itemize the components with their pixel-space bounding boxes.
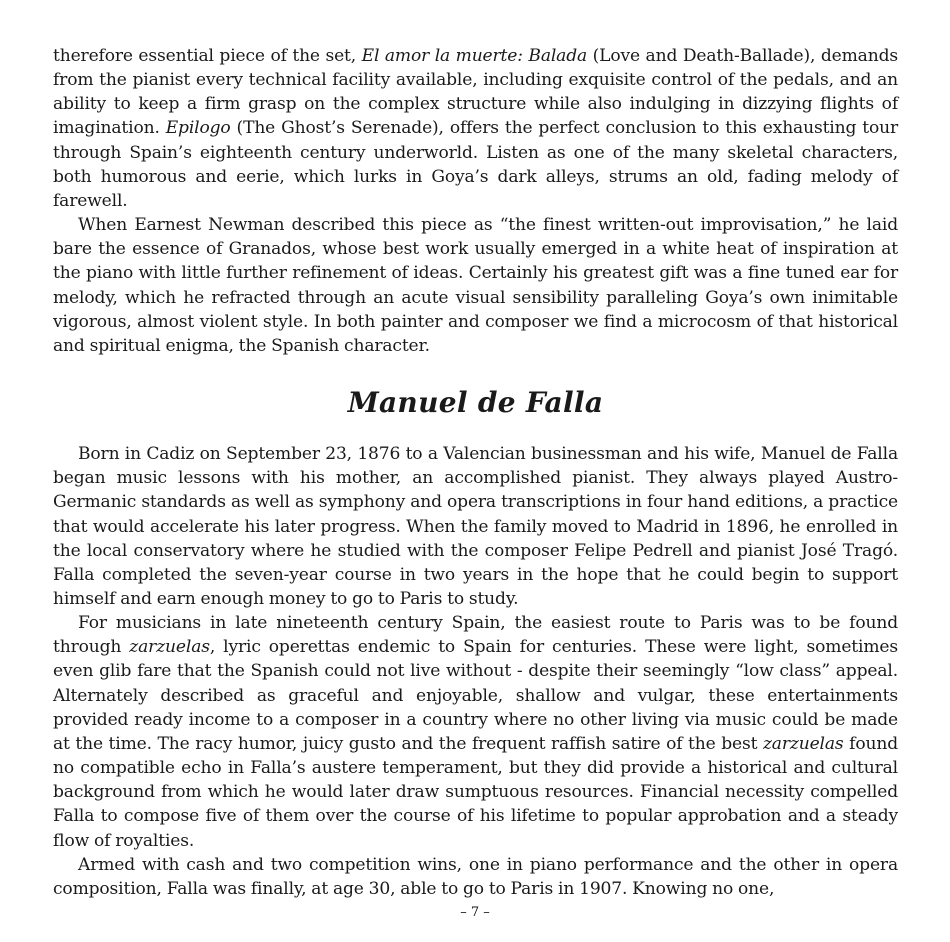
paragraph-balada: therefore essential piece of the set, El amor la muerte: Balada (Love and Death-Ballade), demands from the pianist every technical facility available, including exquisite control of the pedals, and an ability to keep a firm grasp on the complex structure while also indulging in dizzying flights of imagination. Epilogo (The Ghost’s Serenade), offers the perfect conclusion to this exhausting tour through Spain’s eighteenth century underworld. Listen as one of the many skeletal characters, both humorous and eerie, which lurks in Goya’s dark alleys, strums an old, fading melody of farewell. — [53, 46, 898, 211]
document-page — [53, 44, 898, 901]
paragraph-falla-birth: Born in Cadiz on September 23, 1876 to a Valencian businessman and his wife, Manuel de Falla began music lessons with his mother, an accomplished pianist. They always played Austro-Germanic standards as well as symphony and opera transcriptions in four hand editions, a practice that would accelerate his later progress. When the family moved to Madrid in 1896, he enrolled in the local conservatory where he studied with the composer Felipe Pedrell and pianist José Tragó. Falla completed the seven-year course in two years in the hope that he could begin to support himself and earn enough money to go to Paris to study. — [53, 444, 898, 609]
paragraph-paris: Armed with cash and two competition wins, one in piano performance and the other in opera composition, Falla was finally, at age 30, able to go to Paris in 1907. Knowing no one, — [53, 854, 898, 899]
section-heading: Manuel de Falla — [347, 386, 604, 420]
page-number: – 7 – — [460, 905, 490, 920]
paragraph-newman: When Earnest Newman described this piece as “the finest written-out improvisation,” he laid bare the essence of Granados, whose best work usually emerged in a white heat of inspiration at the piano with little further refinement of ideas. Certainly his greatest gift was a fine tuned ear for melody, which he refracted through an acute visual sensibility paralleling Goya’s own inimitable vigorous, almost violent style. In both painter and composer we find a microcosm of that historical and spiritual enigma, the Spanish character. — [53, 215, 898, 356]
paragraph-zarzuelas: For musicians in late nineteenth century Spain, the easiest route to Paris was to be found through zarzuelas, lyric operettas endemic to Spain for centuries. These were light, sometimes even glib fare that the Spanish could not live without - despite their seemingly “low class” appeal. Alternately described as graceful and enjoyable, shallow and vulgar, these entertainments provided ready income to a composer in a country where no other living via music could be made at the time. The racy humor, juicy gusto and the frequent raffish satire of the best zarzuelas found no compatible echo in Falla’s austere temperament, but they did provide a historical and cultural background from which he would later draw sumptuous resources. Financial necessity compelled Falla to compose five of them over the course of his lifetime to popular approbation and a steady flow of royalties. — [53, 613, 898, 851]
